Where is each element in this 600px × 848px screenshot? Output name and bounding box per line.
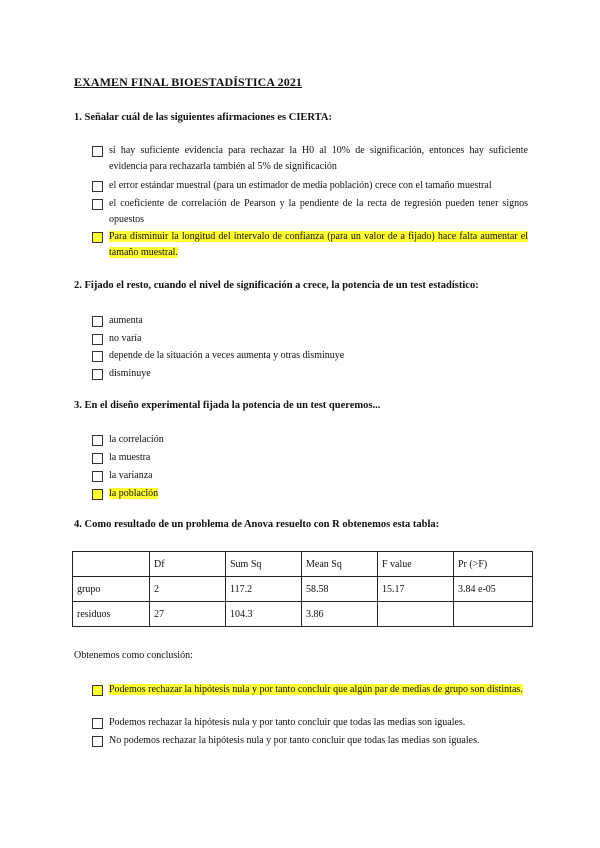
- question-2-option-1[interactable]: [92, 313, 528, 329]
- option-text: la correlación: [109, 434, 164, 445]
- table-cell: 3.84 e-05: [454, 577, 533, 602]
- option-text: No podemos rechazar la hipótesis nula y por tanto concluir que todas las medias son iguales.: [109, 735, 480, 746]
- option-text: la varianza: [109, 470, 153, 481]
- option-text: aumenta: [109, 315, 143, 326]
- option-text: el error estándar muestral (para un estimador de media población) crece con el tamaño muestral: [109, 180, 492, 191]
- table-cell: 3.86: [302, 602, 378, 627]
- table-cell: [73, 552, 150, 577]
- checkbox-icon[interactable]: [92, 316, 103, 327]
- table-cell: 15.17: [378, 577, 454, 602]
- option-text: no varía: [109, 333, 142, 344]
- option-text-highlighted: Para disminuir la longitud del intervalo de confianza (para un valor de a fijado) hace falta aumentar el tamaño muestral.: [109, 231, 528, 258]
- question-1-option-3[interactable]: [92, 196, 528, 228]
- question-4-option-2[interactable]: [92, 715, 528, 731]
- anova-table: [72, 551, 533, 627]
- option-text: la muestra: [109, 452, 151, 463]
- option-text-highlighted: Podemos rechazar la hipótesis nula y por tanto concluir que algún par de medias de grupo son distintas.: [109, 684, 523, 695]
- table-cell: grupo: [73, 577, 150, 602]
- question-3-option-2[interactable]: [92, 450, 528, 466]
- table-cell: residuos: [73, 602, 150, 627]
- question-4-heading: 4. Como resultado de un problema de Anova resuelto con R obtenemos esta tabla:: [74, 519, 440, 530]
- question-3-option-1[interactable]: [92, 432, 528, 448]
- checkbox-icon[interactable]: [92, 489, 103, 500]
- checkbox-icon[interactable]: [92, 146, 103, 157]
- question-3-heading: 3. En el diseño experimental fijada la potencia de un test queremos...: [74, 400, 381, 411]
- question-1-option-1[interactable]: [92, 143, 528, 175]
- option-text: disminuye: [109, 368, 151, 379]
- checkbox-icon[interactable]: [92, 199, 103, 210]
- table-row: [73, 577, 533, 602]
- question-2-heading: 2. Fijado el resto, cuando el nivel de significación a crece, la potencia de un test estadístico:: [74, 280, 479, 291]
- table-cell: 58.58: [302, 577, 378, 602]
- checkbox-icon[interactable]: [92, 369, 103, 380]
- checkbox-icon[interactable]: [92, 453, 103, 464]
- checkbox-icon[interactable]: [92, 718, 103, 729]
- table-header-row: [73, 552, 533, 577]
- conclusion-label: Obtenemos como conclusión:: [74, 650, 193, 661]
- exam-title: EXAMEN FINAL BIOESTADÍSTICA 2021: [74, 75, 303, 89]
- question-4-option-1[interactable]: [92, 682, 528, 698]
- checkbox-icon[interactable]: [92, 736, 103, 747]
- table-cell: F value: [378, 552, 454, 577]
- table-cell: 117.2: [226, 577, 302, 602]
- checkbox-icon[interactable]: [92, 334, 103, 345]
- option-text-highlighted: la población: [109, 488, 159, 499]
- checkbox-icon[interactable]: [92, 181, 103, 192]
- checkbox-icon[interactable]: [92, 351, 103, 362]
- checkbox-icon[interactable]: [92, 435, 103, 446]
- table-cell: 27: [150, 602, 226, 627]
- option-text: si hay suficiente evidencia para rechazar la H0 al 10% de significación, entonces hay suficiente evidencia para rechazarla también al 5% de significación: [109, 145, 528, 172]
- question-1-heading: 1. Señalar cuál de las siguientes afirmaciones es CIERTA:: [74, 112, 332, 123]
- question-3-option-3[interactable]: [92, 468, 528, 484]
- question-2-option-3[interactable]: [92, 348, 528, 364]
- option-text: depende de la situación a veces aumenta y otras disminuye: [109, 350, 345, 361]
- question-1-option-4[interactable]: [92, 229, 528, 261]
- option-text: Podemos rechazar la hipótesis nula y por tanto concluir que todas las medias son iguales.: [109, 717, 466, 728]
- checkbox-icon[interactable]: [92, 685, 103, 696]
- table-cell: [378, 602, 454, 627]
- checkbox-icon[interactable]: [92, 471, 103, 482]
- table-cell: Sum Sq: [226, 552, 302, 577]
- question-2-option-2[interactable]: [92, 331, 528, 347]
- question-3-option-4[interactable]: [92, 486, 528, 502]
- question-4-option-3[interactable]: [92, 733, 528, 749]
- option-text: el coeficiente de correlación de Pearson y la pendiente de la recta de regresión pueden tener signos opuestos: [109, 198, 528, 225]
- table-cell: 104.3: [226, 602, 302, 627]
- table-cell: Mean Sq: [302, 552, 378, 577]
- table-cell: [454, 602, 533, 627]
- table-cell: 2: [150, 577, 226, 602]
- question-1-option-2[interactable]: [92, 178, 528, 194]
- question-2-option-4[interactable]: [92, 366, 528, 382]
- table-row: [73, 602, 533, 627]
- checkbox-icon[interactable]: [92, 232, 103, 243]
- table-cell: Pr (>F): [454, 552, 533, 577]
- table-cell: Df: [150, 552, 226, 577]
